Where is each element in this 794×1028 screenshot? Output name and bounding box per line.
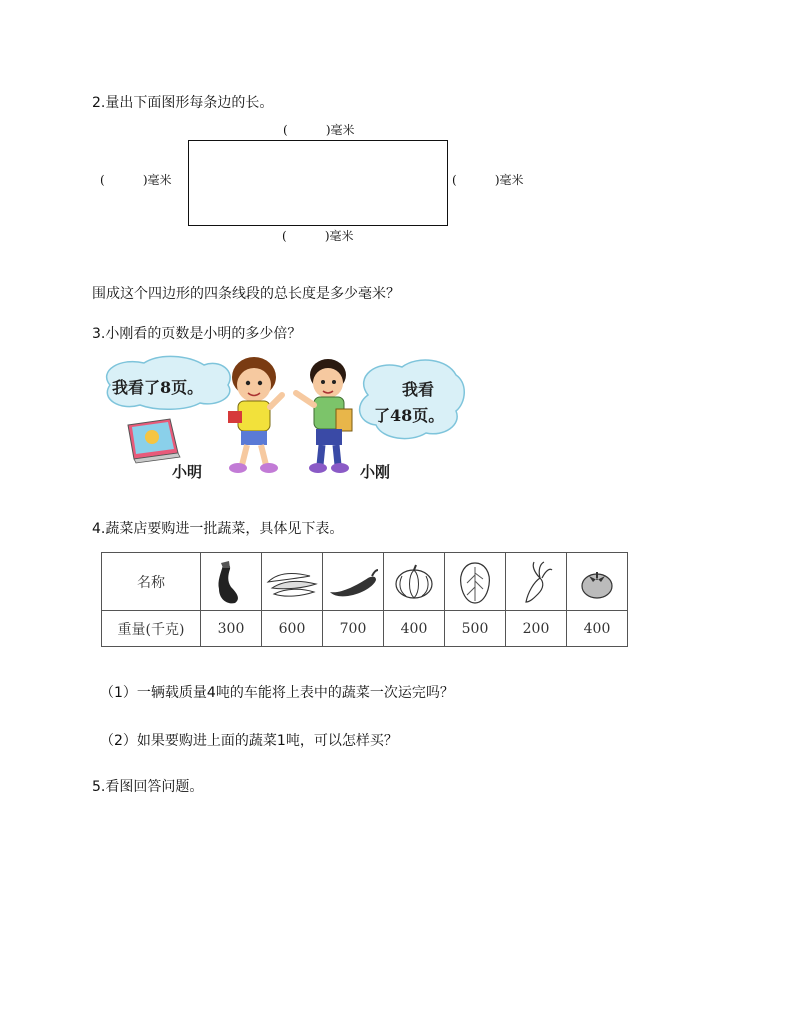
right-bubble-line2: 了48页。 [374, 406, 445, 425]
weight-cell: 400 [567, 611, 628, 647]
table-row [102, 553, 628, 611]
question-3-title: 3.小刚看的页数是小明的多少倍？ [92, 326, 302, 342]
rectangle-figure [188, 140, 448, 226]
eggplant-icon [211, 559, 251, 605]
question-4-sub-1: （1）一辆载质量4吨的车能将上表中的蔬菜一次运完吗？ [100, 685, 454, 701]
question-2-title: 2.量出下面图形每条边的长。 [92, 95, 274, 111]
table-cell [201, 553, 262, 611]
weight-cell: 300 [201, 611, 262, 647]
weight-cell: 700 [323, 611, 384, 647]
table-cell [384, 553, 445, 611]
question-5-title: 5.看图回答问题。 [92, 779, 204, 795]
book-icon [128, 419, 180, 463]
top-side-label: ( )毫米 [283, 123, 355, 137]
chili-pepper-icon [326, 564, 380, 600]
beans-icon [264, 562, 320, 602]
left-speech-bubble [107, 356, 231, 409]
boy-xiaoming-figure [228, 357, 282, 473]
weight-cell: 200 [506, 611, 567, 647]
name-header-cell: 名称 [102, 553, 201, 611]
tomato-icon [577, 562, 617, 602]
right-side-label: ( )毫米 [452, 173, 524, 187]
weight-cell: 600 [262, 611, 323, 647]
question-4-sub-2: （2）如果要购进上面的蔬菜1吨，可以怎样买？ [100, 733, 398, 749]
name-xiaogang: 小刚 [360, 463, 391, 481]
table-cell [323, 553, 384, 611]
right-speech-bubble [360, 360, 465, 439]
radish-icon [516, 558, 556, 606]
vegetable-table [101, 552, 628, 647]
weight-cell: 400 [384, 611, 445, 647]
table-cell [262, 553, 323, 611]
table-row [102, 611, 628, 647]
reading-illustration [96, 355, 466, 490]
weight-header-cell: 重量(千克) [102, 611, 201, 647]
table-cell [567, 553, 628, 611]
weight-cell: 500 [445, 611, 506, 647]
left-side-label: ( )毫米 [100, 173, 172, 187]
boy-xiaogang-figure [296, 359, 352, 473]
table-cell [506, 553, 567, 611]
name-xiaoming: 小明 [172, 463, 203, 481]
question-4-title: 4.蔬菜店要购进一批蔬菜，具体见下表。 [92, 521, 344, 537]
right-bubble-line1: 我看 [402, 380, 435, 399]
table-cell [445, 553, 506, 611]
pumpkin-icon [392, 562, 436, 602]
question-2-prompt: 围成这个四边形的四条线段的总长度是多少毫米？ [92, 286, 400, 302]
cabbage-icon [455, 559, 495, 605]
bottom-side-label: ( )毫米 [282, 229, 354, 243]
left-bubble-text: 我看了8页。 [112, 378, 204, 397]
